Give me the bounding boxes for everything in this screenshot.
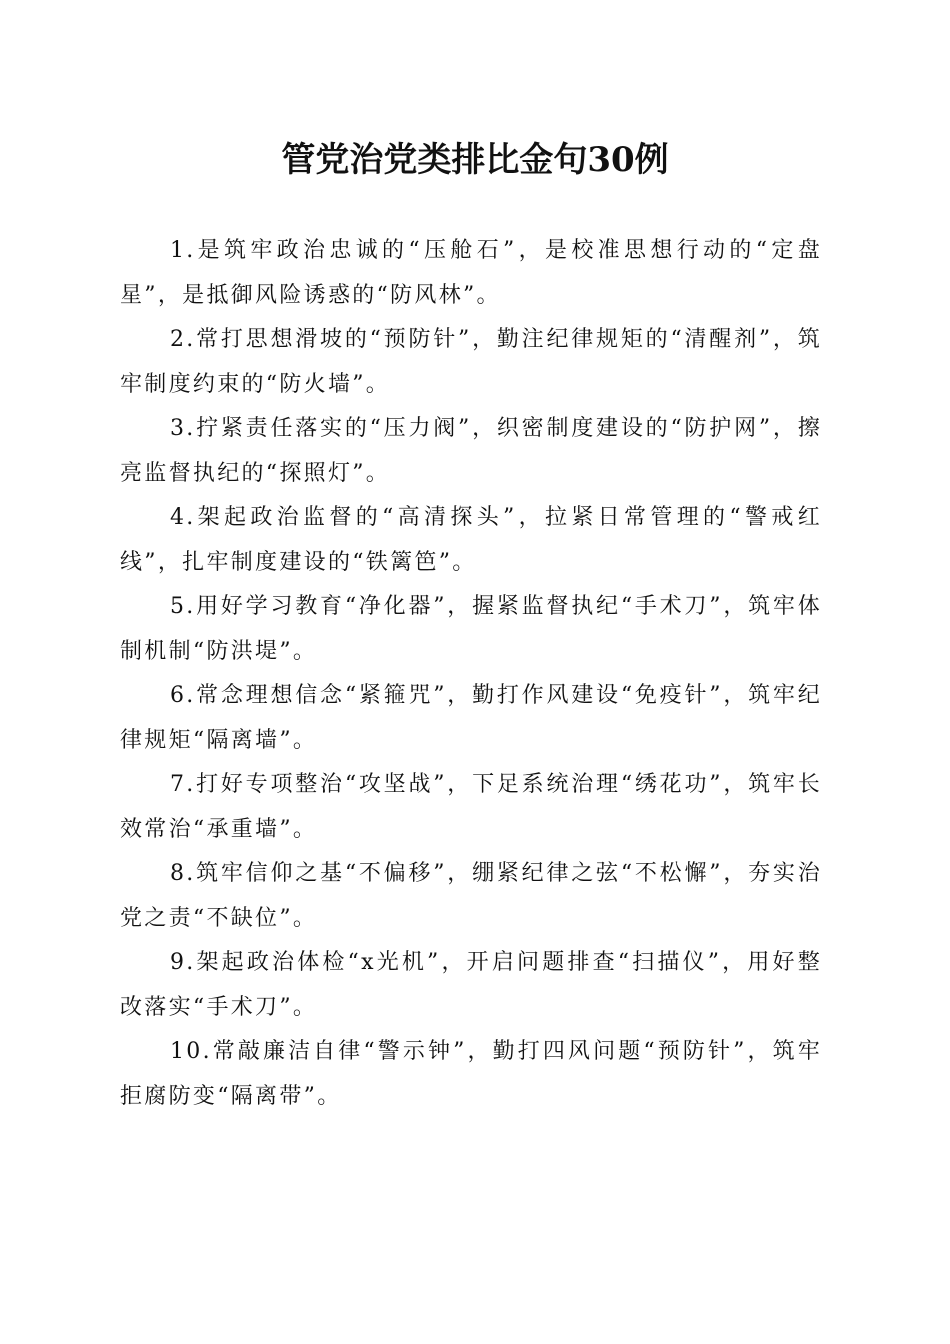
paragraph-6: 6.常念理想信念“紧箍咒”，勤打作风建设“免疫针”，筑牢纪律规矩“隔离墙”。 [120,683,822,753]
paragraph-4: 4.架起政治监督的“高清探头”，拉紧日常管理的“警戒红线”，扎牢制度建设的“铁篱笆”。 [120,505,822,575]
paragraph-7: 7.打好专项整治“攻坚战”，下足系统治理“绣花功”，筑牢长效常治“承重墙”。 [120,772,822,842]
paragraph-3: 3.拧紧责任落实的“压力阀”，织密制度建设的“防护网”，擦亮监督执纪的“探照灯”。 [120,416,822,486]
paragraph-10: 10.常敲廉洁自律“警示钟”，勤打四风问题“预防针”，筑牢拒腐防变“隔离带”。 [120,1039,822,1109]
document-title: 管党治党类排比金句30例 [281,140,669,180]
paragraph-5: 5.用好学习教育“净化器”，握紧监督执纪“手术刀”，筑牢体制机制“防洪堤”。 [120,594,822,664]
paragraph-2: 2.常打思想滑坡的“预防针”，勤注纪律规矩的“清醒剂”，筑牢制度约束的“防火墙”。 [120,327,822,397]
document-body [120,229,822,1119]
paragraph-1: 1.是筑牢政治忠诚的“压舱石”，是校准思想行动的“定盘星”，是抵御风险诱惑的“防风林”。 [120,238,822,308]
paragraph-8: 8.筑牢信仰之基“不偏移”，绷紧纪律之弦“不松懈”，夯实治党之责“不缺位”。 [120,861,822,931]
paragraph-9: 9.架起政治体检“x光机”，开启问题排查“扫描仪”，用好整改落实“手术刀”。 [120,950,822,1020]
